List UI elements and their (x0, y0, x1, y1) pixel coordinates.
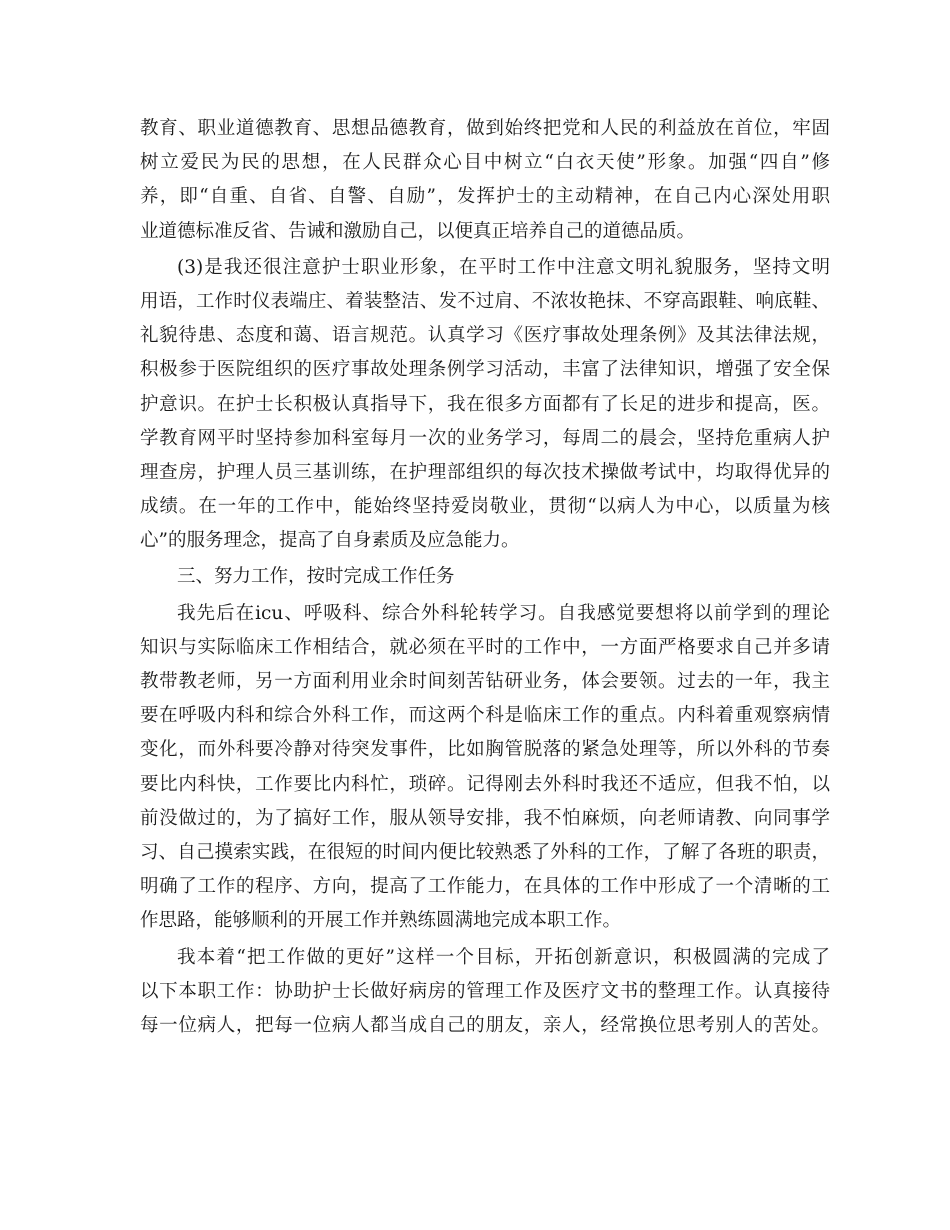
text-line: 树立爱民为民的思想，在人民群众心目中树立“白衣天使”形象。加强“四自”修 (140, 152, 830, 174)
text-line: 业道德标准反省、告诫和激励自己，以便真正培养自己的道德品质。 (140, 220, 696, 242)
text-line: 心”的服务理念，提高了自身素质及应急能力。 (140, 530, 520, 552)
text-line: 变化，而外科要冷静对待突发事件，比如胸管脱落的紧急处理等，所以外科的节奏 (140, 739, 830, 761)
text-line: 用语，工作时仪表端庄、着装整洁、发不过肩、不浓妆艳抹、不穿高跟鞋、响底鞋、 (140, 290, 830, 312)
text-line: 礼貌待患、态度和蔼、语言规范。认真学习《医疗事故处理条例》及其法律法规， (140, 325, 830, 347)
text-line: (3)是我还很注意护士职业形象，在平时工作中注意文明礼貌服务，坚持文明 (177, 256, 830, 278)
text-line: 知识与实际临床工作相结合，就必须在平时的工作中，一方面严格要求自己并多请 (140, 636, 830, 658)
text-line: 成绩。在一年的工作中，能始终坚持爱岗敬业，贯彻“以病人为中心，以质量为核 (140, 496, 830, 518)
text-line: 教带教老师，另一方面利用业余时间刻苦钻研业务，体会要领。过去的一年，我主 (140, 671, 830, 692)
paragraph (140, 560, 830, 594)
text-line: 要在呼吸内科和综合外科工作，而这两个科是临床工作的重点。内科着重观察病情 (140, 705, 830, 727)
text-line: 学教育网平时坚持参加科室每月一次的业务学习，每周二的晨会，坚持危重病人护 (140, 427, 830, 449)
text-line: 作思路，能够顺利的开展工作并熟练圆满地完成本职工作。 (140, 910, 622, 932)
text-line: 前没做过的，为了搞好工作，服从领导安排，我不怕麻烦，向老师请教、向同事学 (140, 807, 830, 829)
text-line: 三、努力工作，按时完成工作任务 (177, 566, 455, 588)
text-line: 每一位病人，把每一位病人都当成自己的朋友，亲人，经常换位思考别人的苦处。 (140, 1014, 830, 1036)
text-line: 习、自己摸索实践，在很短的时间内便比较熟悉了外科的工作，了解了各班的职责， (140, 841, 830, 863)
text-line: 教育、职业道德教育、思想品德教育，做到始终把党和人民的利益放在首位，牢固 (140, 118, 830, 139)
paragraph (140, 941, 830, 1044)
text-line: 理查房，护理人员三基训练，在护理部组织的每次技术操做考试中，均取得优异的 (140, 461, 830, 483)
text-line: 要比内科快，工作要比内科忙，琐碎。记得刚去外科时我还不适应，但我不怕，以 (140, 773, 830, 795)
paragraph (140, 112, 830, 249)
text-line: 护意识。在护士长积极认真指导下，我在很多方面都有了长足的进步和提高，医。 (140, 393, 830, 415)
text-line: 明确了工作的程序、方向，提高了工作能力，在具体的工作中形成了一个清晰的工 (140, 876, 830, 898)
paragraph (140, 251, 830, 559)
text-line: 养，即“自重、自省、自警、自励”，发挥护士的主动精神，在自己内心深处用职 (140, 186, 830, 208)
text-line: 我先后在icu、呼吸科、综合外科轮转学习。自我感觉要想将以前学到的理论 (177, 602, 830, 624)
document-body (140, 112, 830, 1043)
text-line: 以下本职工作：协助护士长做好病房的管理工作及医疗文书的整理工作。认真接待 (140, 980, 830, 1002)
paragraph (140, 597, 830, 939)
text-line: 我本着“把工作做的更好”这样一个目标，开拓创新意识，积极圆满的完成了 (177, 946, 830, 968)
text-line: 积极参于医院组织的医疗事故处理条例学习活动，丰富了法律知识，增强了安全保 (140, 359, 830, 381)
